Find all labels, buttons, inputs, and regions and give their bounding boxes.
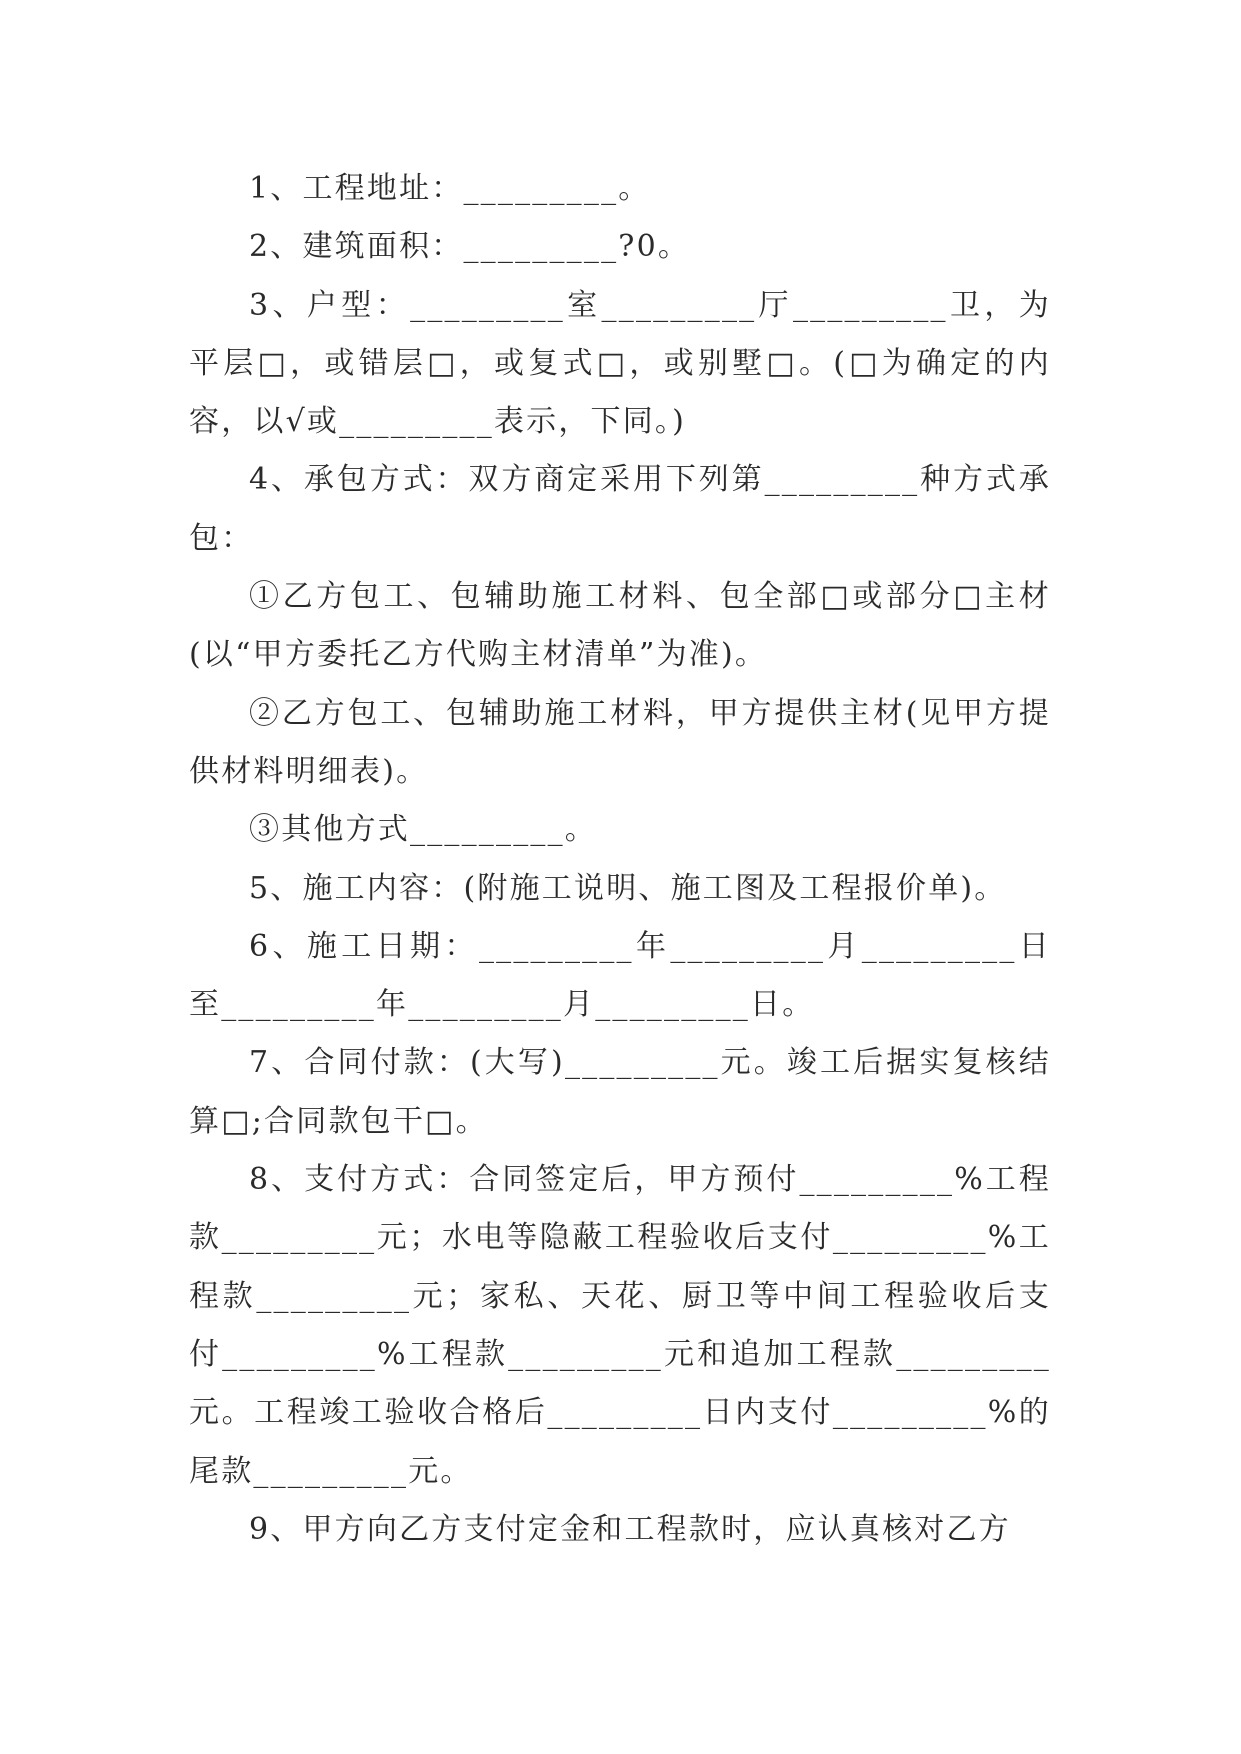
clause-4-option-3: ③其他方式_________。 — [249, 812, 597, 848]
clause-5-construction-content: 5、施工内容：(附施工说明、施工图及工程报价单)。 — [249, 870, 1007, 906]
clause-6-construction-dates: 6、施工日期：_________年_________月_________日至_________年_________月_________日。 — [189, 928, 1051, 1023]
clause-7-contract-payment: 7、合同付款：(大写)_________元。竣工后据实复核结算□;合同款包干□。 — [189, 1045, 1051, 1139]
clause-3-house-type: 3、户型：_________室_________厅_________卫，为平层□，或错层□，或复式□，或别墅□。(□为确定的内容，以√或_________表示，下同。) — [189, 287, 1051, 440]
clause-8-payment-method: 8、支付方式：合同签定后，甲方预付_________%工程款_________元；水电等隐蔽工程验收后支付_________%工程款_________元；家私、天花、厨卫等中间工程验收后支付_________%工程款_________元和追加工程款_________元。工程竣工验收合格后_________日内支付_________%的尾款_________元。 — [189, 1162, 1051, 1489]
clause-4-option-1: ①乙方包工、包辅助施工材料、包全部□或部分□主材(以“甲方委托乙方代购主材清单”为准)。 — [189, 579, 1051, 673]
clause-4-option-2: ②乙方包工、包辅助施工材料，甲方提供主材(见甲方提供材料明细表)。 — [189, 695, 1051, 789]
clause-1-project-address: 1、工程地址：_________。 — [249, 171, 651, 206]
clause-2-building-area: 2、建筑面积：_________?0。 — [249, 229, 691, 265]
clause-4-contract-method: 4、承包方式：双方商定采用下列第_________种方式承包： — [189, 462, 1051, 556]
contract-body — [189, 160, 1051, 1559]
clause-9-deposit-check: 9、甲方向乙方支付定金和工程款时，应认真核对乙方 — [249, 1511, 1011, 1547]
